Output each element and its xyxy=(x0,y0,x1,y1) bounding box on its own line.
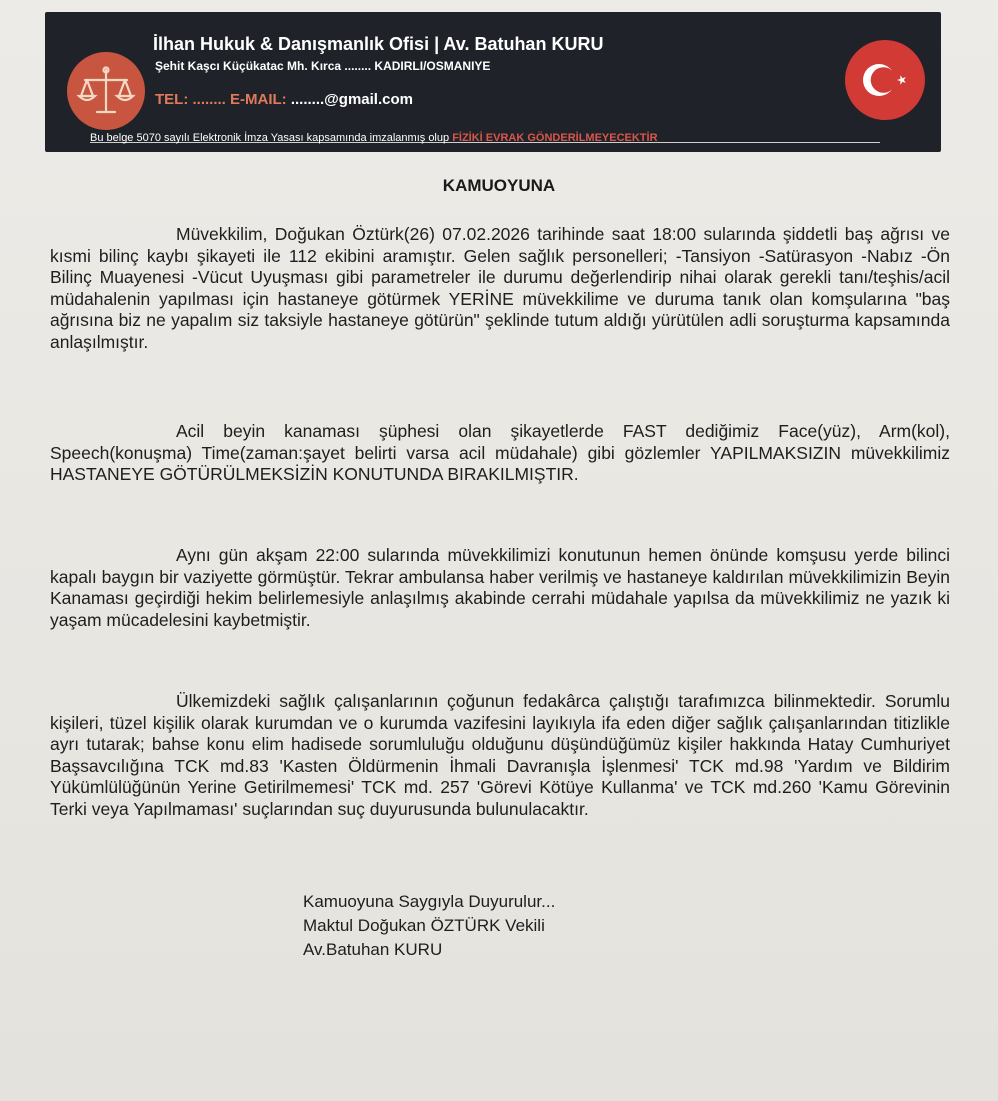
paragraph-1: Müvekkilim, Doğukan Öztürk(26) 07.02.2026 tarihinde saat 18:00 sularında şiddetli baş ağrısı ve kısmi bilinç kaybı şikayeti ile 112 ekibini aramıştır. Gelen sağlık personelleri; -Tansiyon -Satürasyon -Nabız -Ön Bilinç Muayenesi -Vücut Uyuşması gibi parametreler ile durumu değerlendirip nihai olarak gerekli tanı/teşhis/acil müdahalenin yapılması için hastaneye götürmek YERİNE müvekkilime ve duruma tanık olan komşularına "baş ağrısına biz ne yapalım siz taksiyle hastaneye götürün" şeklinde tutum aldığı yürütülen adli soruşturma kapsamında anlaşılmıştır. xyxy=(50,224,950,352)
e-signature-warning: FİZİKİ EVRAK GÖNDERİLMEYECEKTİR xyxy=(452,132,658,144)
e-signature-note-text: Bu belge 5070 sayılı Elektronik İmza Yasası kapsamında imzalanmış olup xyxy=(90,132,450,144)
document-title: KAMUOYUNA xyxy=(442,176,556,195)
crescent-star-icon xyxy=(845,40,925,120)
contact-email: ........@gmail.com xyxy=(290,91,413,108)
paragraph-4: Ülkemizdeki sağlık çalışanlarının çoğunun fedakârca çalıştığı tarafımızca bilinmektedir. Sorumlu kişileri, tüzel kişilik olarak kurumdan ve o kurumda vazifesini layıkıyla ifa eden diğer sağlık çalışanlarından titizlikle ayrı tutarak; bahse konu elim hadisede sorumluluğu olduğunu düşündüğümüz kişiler hakkında Hatay Cumhuriyet Başsavcılığına TCK md.83 'Kasten Öldürmenin İhmali Davranışla İşlenmesi' TCK md.98 'Yardım ve Bildirim Yükümlülüğünün Yerine Getirilmemesi' TCK md. 257 'Görevi Kötüye Kullanma' ve TCK md.260 'Kamu Görevinin Terki veya Yapılmaması' suçlarından suç duyurusunda bulunulacaktır. xyxy=(50,691,950,819)
signature-block xyxy=(303,890,555,962)
contact-tel: TEL: ........ E-MAIL: xyxy=(155,91,287,108)
office-contact xyxy=(155,91,413,108)
office-name: İlhan Hukuk & Danışmanlık Ofisi | Av. Batuhan KURU xyxy=(153,34,604,54)
office-address: Şehit Kaşcı Küçükatac Mh. Kırca ........ KADIRLI/OSMANIYE xyxy=(155,59,491,73)
scales-of-justice-icon xyxy=(67,52,145,130)
signature-role: Maktul Doğukan ÖZTÜRK Vekili xyxy=(303,916,545,935)
paragraph-3: Aynı gün akşam 22:00 sularında müvekkilimizi konutunun hemen önünde komşusu yerde bilinci kapalı baygın bir vaziyette görmüştür. Tekrar ambulansa haber verilmiş ve hastaneye kaldırılan müvekkilimizin Beyin Kanaması geçirdiği hekim belirlemesiyle anlaşılmış akabinde cerrahi müdahale yapılsa da müvekkilimiz ne yazık ki yaşam mücadelesini kaybetmiştir. xyxy=(50,545,950,630)
e-signature-note xyxy=(90,132,658,144)
paragraph-2: Acil beyin kanaması şüphesi olan şikayetlerde FAST dediğimiz Face(yüz), Arm(kol), Speech(konuşma) Time(zaman:şayet belirti varsa acil müdahale) gibi gözlemler YAPILMAKSIZIN müvekkilimiz HASTANEYE GÖTÜRÜLMEKSİZİN KONUTUNDA BIRAKILMIŞTIR. xyxy=(50,421,950,484)
letterhead-banner xyxy=(45,12,941,152)
signature-closing: Kamuoyuna Saygıyla Duyurulur... xyxy=(303,892,556,911)
signature-name: Av.Batuhan KURU xyxy=(303,940,443,959)
